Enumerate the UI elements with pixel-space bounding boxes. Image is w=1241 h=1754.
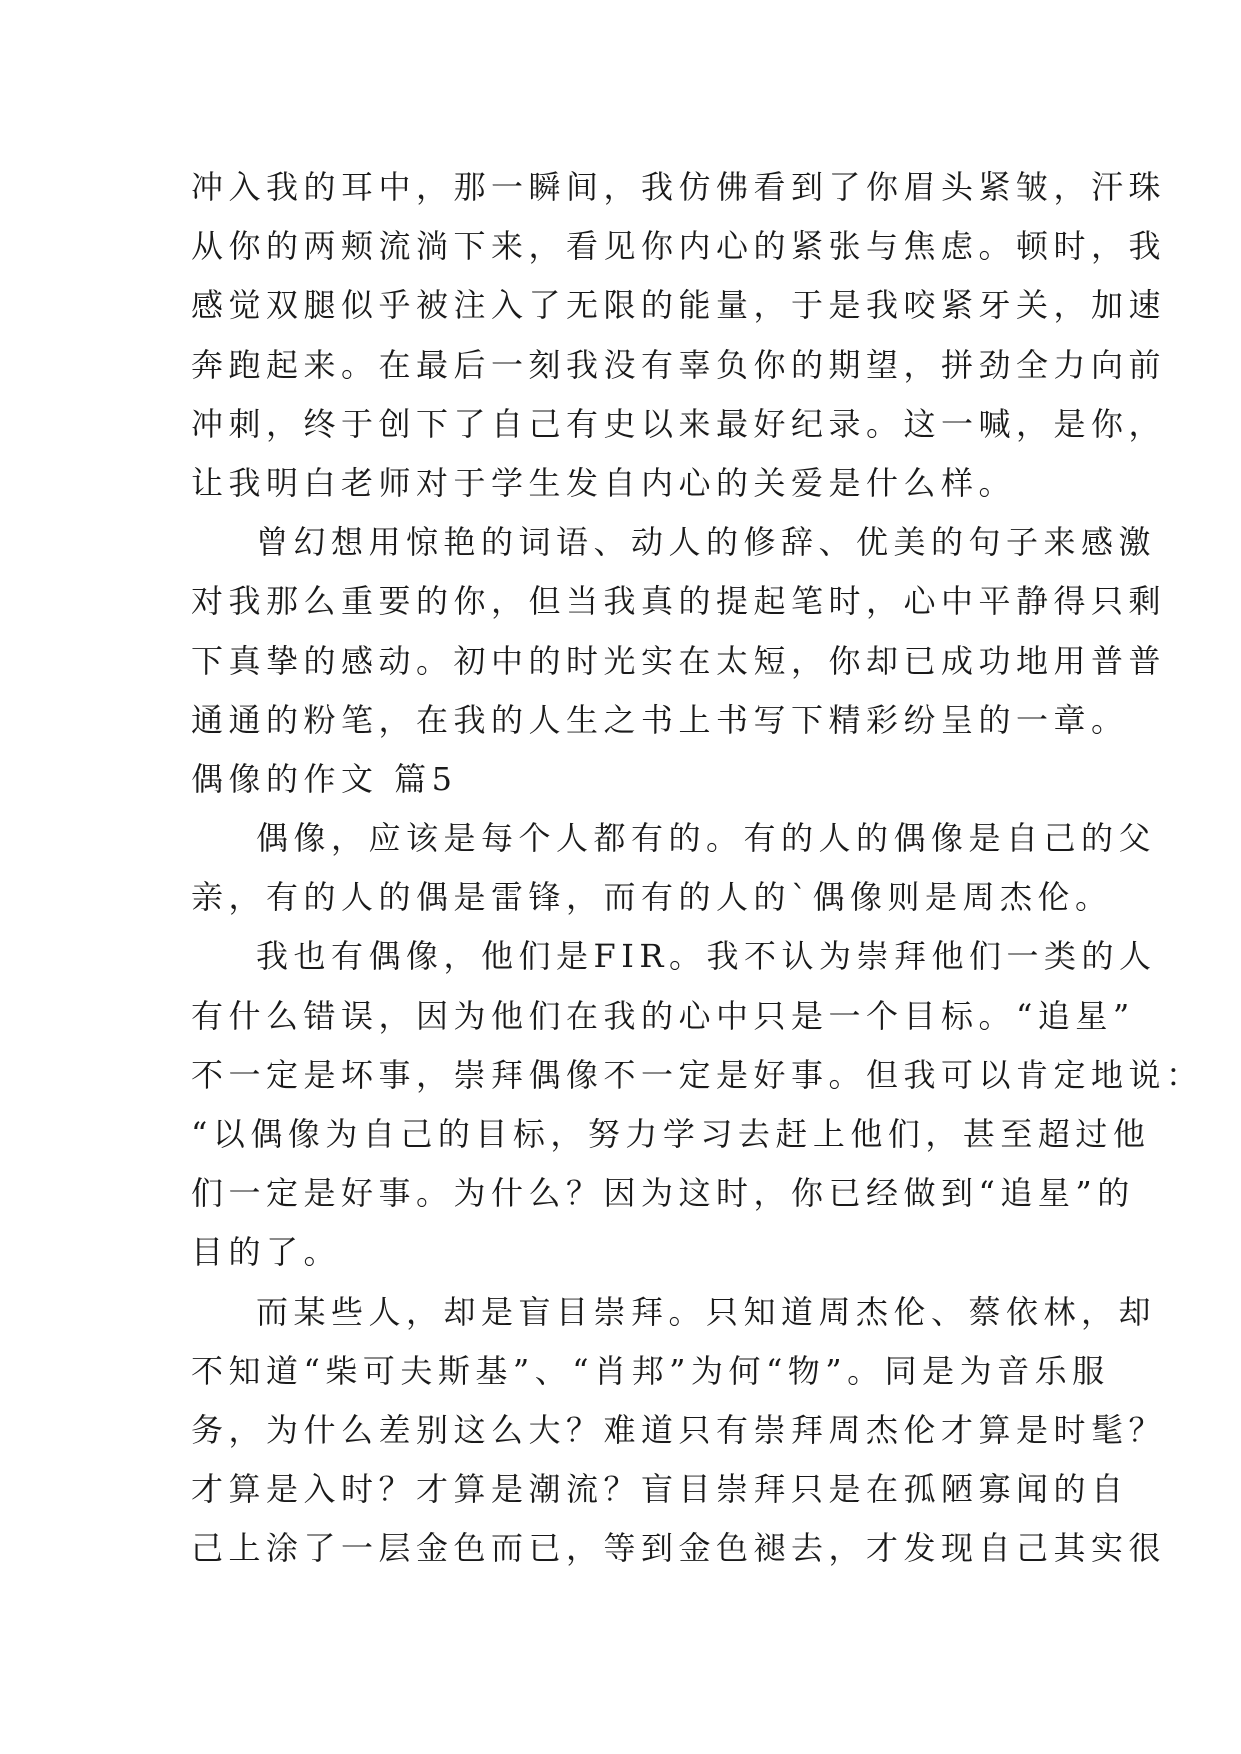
text-line: 才算是入时？才算是潮流？盲目崇拜只是在孤陋寡闻的自: [191, 1470, 1129, 1509]
text-line: 有什么错误，因为他们在我的心中只是一个目标。“追星”: [191, 996, 1135, 1035]
text-line: 己上涂了一层金色而已，等到金色褪去，才发现自己其实很: [191, 1529, 1167, 1568]
text-line: 而某些人，却是盲目崇拜。只知道周杰伦、蔡依林，却: [256, 1292, 1157, 1331]
text-line: 让我明白老师对于学生发自内心的关爱是什么样。: [191, 463, 1017, 502]
document-body: [191, 158, 1204, 1579]
text-line: 亲，有的人的偶是雷锋，而有的人的`偶像则是周杰伦。: [191, 878, 1113, 917]
text-line: 我也有偶像，他们是FIR。我不认为崇拜他们一类的人: [256, 937, 1157, 976]
text-line: 曾幻想用惊艳的词语、动人的修辞、优美的句子来感激: [256, 523, 1157, 562]
text-line: 们一定是好事。为什么？因为这时，你已经做到“追星”的: [191, 1174, 1135, 1213]
text-line: 通通的粉笔，在我的人生之书上书写下精彩纷呈的一章。: [191, 700, 1129, 739]
text-line: 目的了。: [191, 1233, 342, 1272]
text-line: 不知道“柴可夫斯基”、“肖邦”为何“物”。同是为音乐服: [191, 1351, 1110, 1390]
text-line: 对我那么重要的你，但当我真的提起笔时，心中平静得只剩: [191, 582, 1167, 621]
text-line: “以偶像为自己的目标，努力学习去赶上他们，甚至超过他: [191, 1115, 1151, 1153]
text-line: 务，为什么差别这么大？难道只有崇拜周杰伦才算是时髦？: [191, 1410, 1167, 1449]
text-line: 不一定是坏事，崇拜偶像不一定是好事。但我可以肯定地说：: [191, 1055, 1204, 1094]
text-line: 冲入我的耳中，那一瞬间，我仿佛看到了你眉头紧皱，汗珠: [191, 168, 1167, 206]
text-line: 偶像的作文 篇5: [191, 759, 458, 798]
text-line: 奔跑起来。在最后一刻我没有辜负你的期望，拼劲全力向前: [191, 345, 1167, 384]
text-line: 从你的两颊流淌下来，看见你内心的紧张与焦虑。顿时，我: [191, 227, 1167, 266]
text-line: 感觉双腿似乎被注入了无限的能量，于是我咬紧牙关，加速: [191, 286, 1167, 325]
text-line: 偶像，应该是每个人都有的。有的人的偶像是自己的父: [256, 819, 1157, 858]
text-line: 冲刺，终于创下了自己有史以来最好纪录。这一喊，是你，: [191, 404, 1167, 443]
text-line: 下真挚的感动。初中的时光实在太短，你却已成功地用普普: [191, 641, 1167, 680]
